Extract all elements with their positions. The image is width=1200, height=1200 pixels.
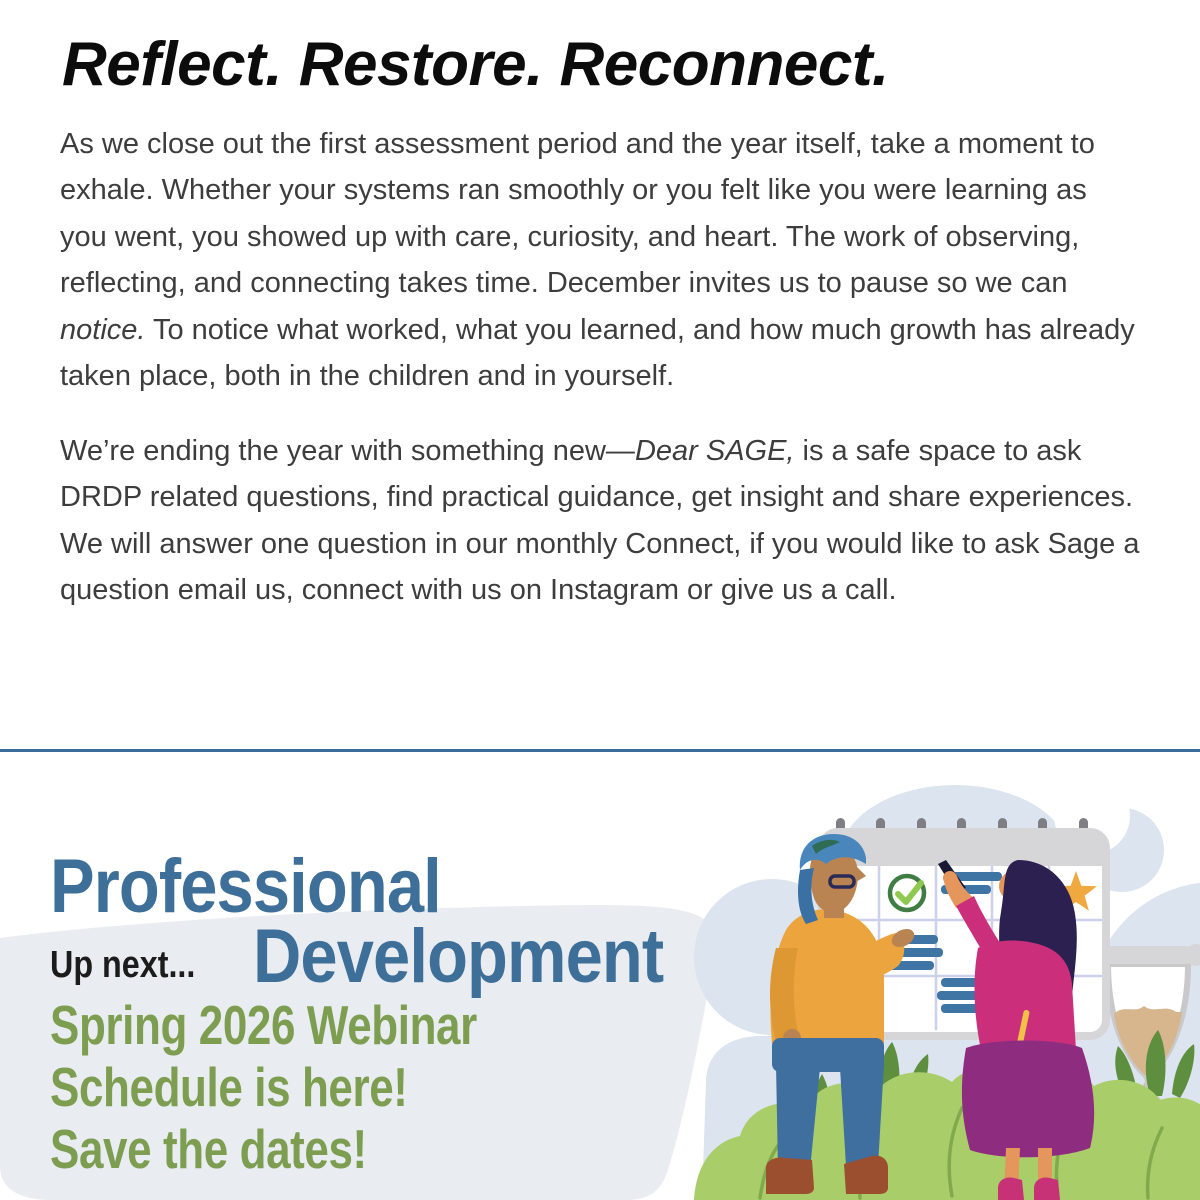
- professional-development-section: [0, 752, 1200, 1200]
- paragraph-2-text-after: is a safe space to ask DRDP related questions, find practical guidance, get insight and share experiences. We will answer one question in our monthly Connect, if you would like to ask Sage a question email us, connect with us on Instagram or give us a call.: [60, 434, 1140, 607]
- section-title-line1: Professional: [50, 844, 441, 930]
- paragraph-1-text: As we close out the first assessment period and the year itself, take a moment to exhale. Whether your systems ran smoothly or you felt like you were learning as you went, you showed up with care, curiosity, and heart. The work of observing, reflecting, and connecting takes time. December invites us to pause so we can: [60, 127, 1095, 300]
- intro-paragraph-1: [60, 121, 1140, 400]
- paragraph-2-emphasis: Dear SAGE,: [634, 434, 795, 467]
- announcement-line3: Save the dates!: [50, 1118, 367, 1180]
- check-icon: [890, 876, 924, 910]
- paragraph-1-emphasis: notice.: [60, 313, 146, 346]
- paragraph-1-text-after: To notice what worked, what you learned, and how much growth has already taken place, both in the children and in yourself.: [60, 313, 1135, 393]
- announcement-line2: Schedule is here!: [50, 1056, 408, 1118]
- section-title-line2: Development: [253, 914, 664, 1000]
- paragraph-2-text: We’re ending the year with something new—: [60, 434, 635, 467]
- announcement-line1: Spring 2026 Webinar: [50, 994, 477, 1056]
- page-title: Reflect. Restore. Reconnect.: [62, 30, 889, 99]
- intro-paragraph-2: [60, 428, 1140, 614]
- up-next-label: Up next...: [50, 944, 196, 986]
